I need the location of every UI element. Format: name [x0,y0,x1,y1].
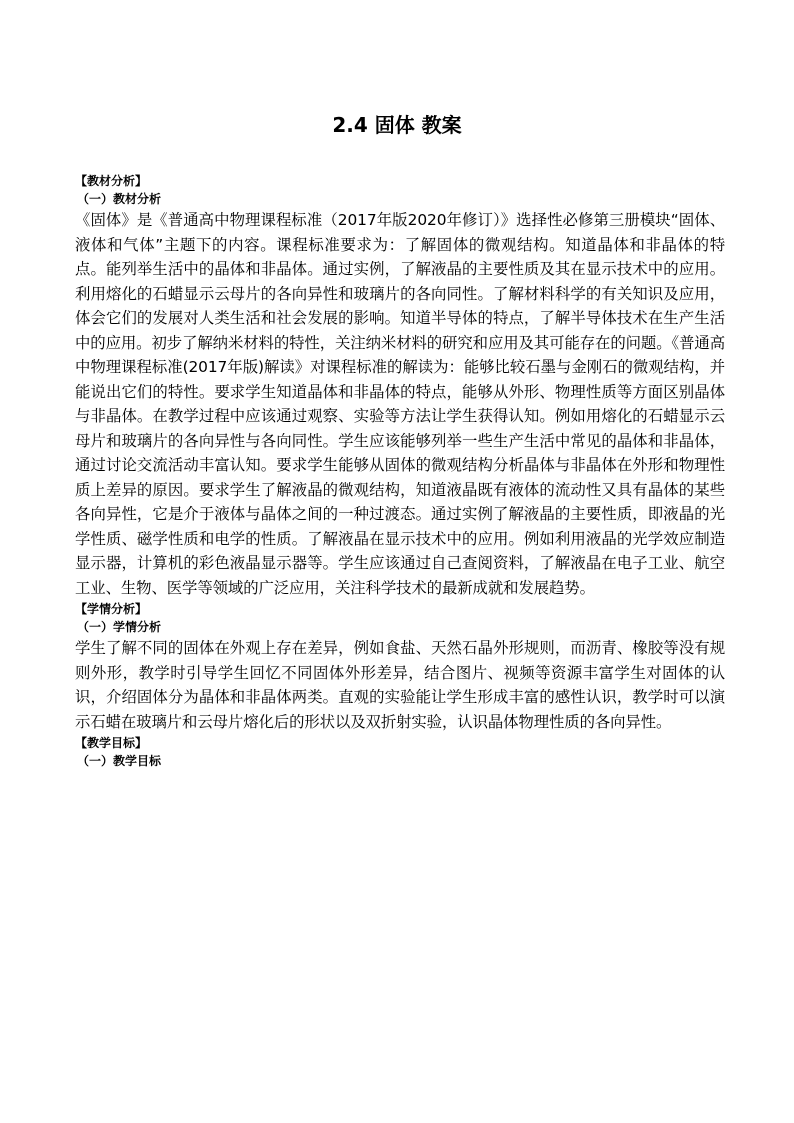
document-title: 2.4 固体 教案 [332,113,462,137]
section-subheading: （一）教学目标 [77,754,162,768]
section-heading: 【教材分析】 [75,174,148,188]
section-textbook-analysis [75,172,725,600]
section-subheading: （一）教材分析 [77,192,162,206]
section-paragraph: 学生了解不同的固体在外观上存在差异，例如食盐、天然石晶外形规则，而沥青、橡胶等没有规则外形，教学时引导学生回忆不同固体外形差异，结合图片、视频等资源丰富学生对固体的认识，介绍固体分为晶体和非晶体两类。直观的实验能让学生形成丰富的感性认识，教学时可以演示石蜡在玻璃片和云母片熔化后的形状以及双折射实验，认识晶体物理性质的各向异性。 [75,639,725,731]
section-student-analysis [75,600,725,734]
section-heading: 【学情分析】 [75,602,148,616]
section-subheading: （一）学情分析 [77,620,162,634]
section-teaching-goals [75,734,725,770]
section-paragraph: 《固体》是《普通高中物理课程标准（2017年版2020年修订）》选择性必修第三册模块“固体、液体和气体”主题下的内容。课程标准要求为：了解固体的微观结构。知道晶体和非晶体的特点。能列举生活中的晶体和非晶体。通过实例，了解液晶的主要性质及其在显示技术中的应用。利用熔化的石蜡显示云母片的各向异性和玻璃片的各向同性。了解材料科学的有关知识及应用，体会它们的发展对人类生活和社会发展的影响。知道半导体的特点，了解半导体技术在生产生活中的应用。初步了解纳米材料的特性，关注纳米材料的研究和应用及其可能存在的问题。《普通高中物理课程标准(2017年版)解读》对课程标准的解读为：能够比较石墨与金刚石的微观结构，并能说出它们的特性。要求学生知道晶体和非晶体的特点，能够从外形、物理性质等方面区别晶体与非晶体。在教学过程中应该通过观察、实验等方法让学生获得认知。例如用熔化的石蜡显示云母片和玻璃片的各向异性与各向同性。学生应该能够列举一些生产生活中常见的晶体和非晶体，通过讨论交流活动丰富认知。要求学生能够从固体的微观结构分析晶体与非晶体在外形和物理性质上差异的原因。要求学生了解液晶的微观结构，知道液晶既有液体的流动性又具有晶体的某些各向异性，它是介于液体与晶体之间的一种过渡态。通过实例了解液晶的主要性质，即液晶的光学性质、磁学性质和电学的性质。了解液晶在显示技术中的应用。例如利用液晶的光学效应制造显示器，计算机的彩色液晶显示器等。学生应该通过自己查阅资料，了解液晶在电子工业、航空工业、生物、医学等领域的广泛应用，关注科学技术的最新成就和发展趋势。 [75,211,725,597]
document-body [75,172,725,770]
section-heading: 【教学目标】 [75,736,148,750]
